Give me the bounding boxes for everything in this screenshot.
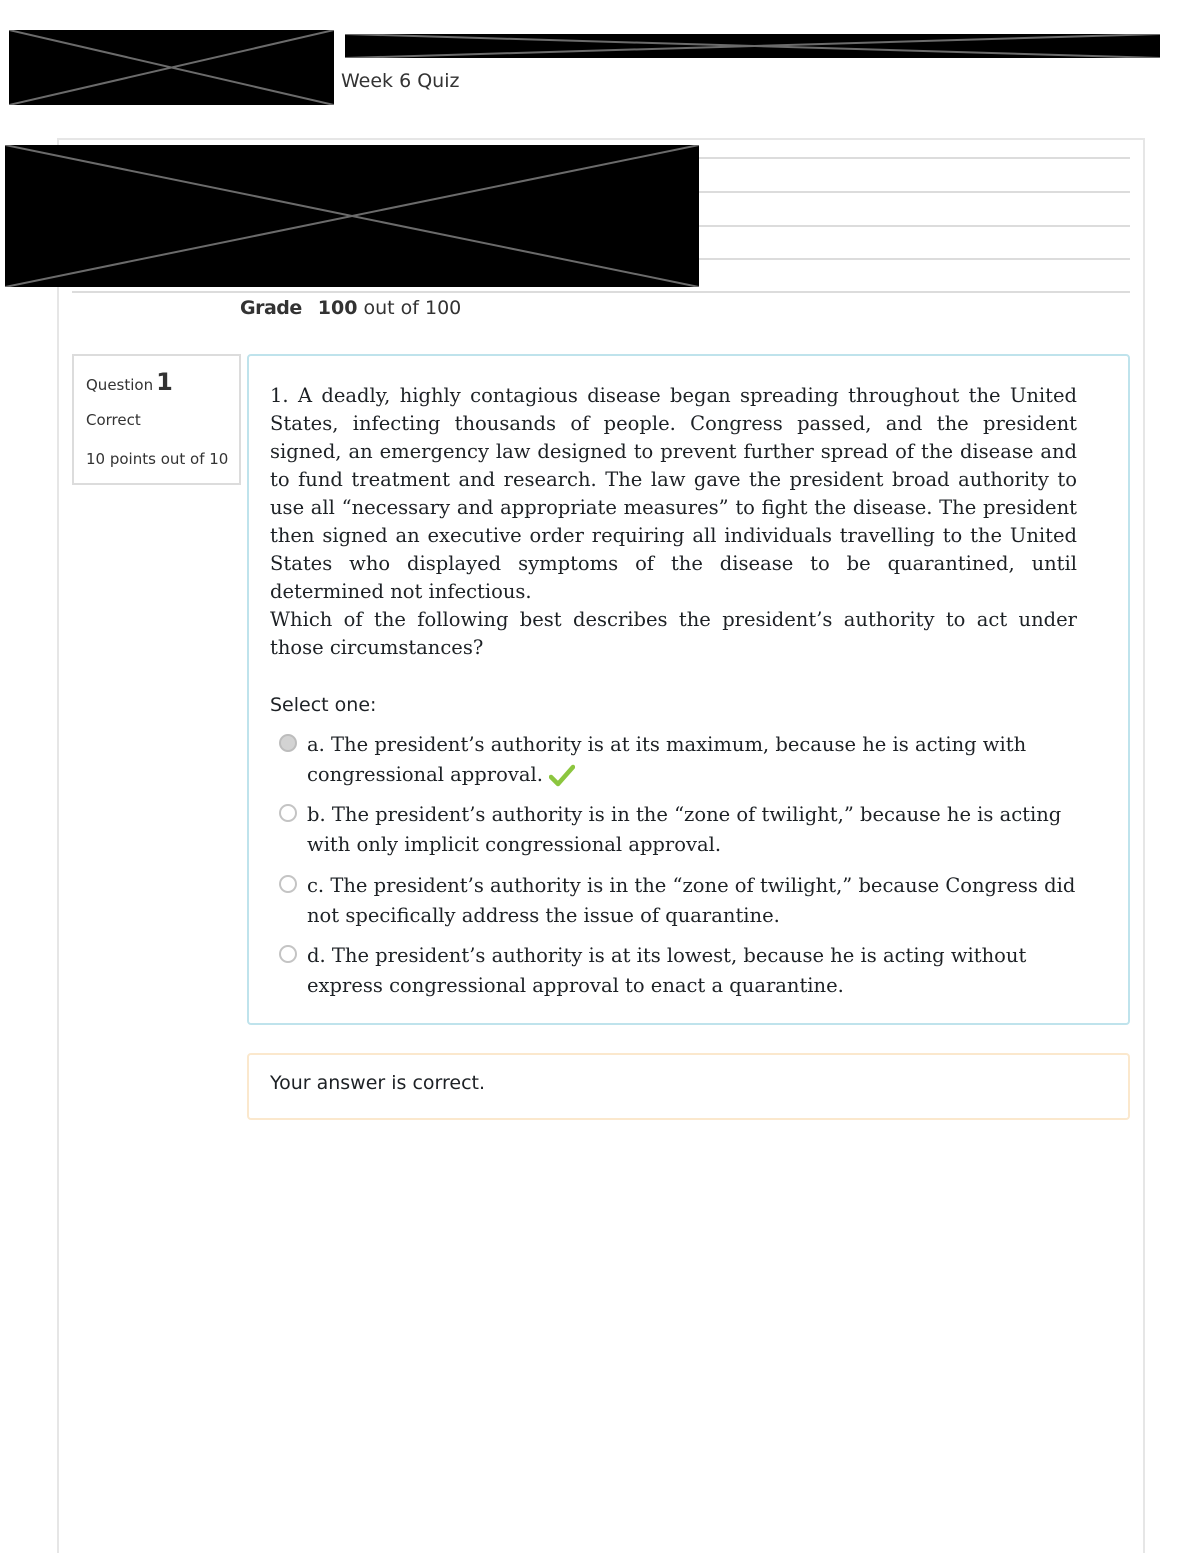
question-text: 1. A deadly, highly contagious disease began spreading throughout the United States, infecting thousands of people. Congress passed, and the president signed, an emergency law designed to prevent further spread of the disease and to fund treatment and research. The law gave the president broad authority to use all “necessary and appropriate measures” to fight the disease. The president then signed an executive order requiring all individuals travelling to the United States who displayed symptoms of the disease to be quarantined, until determined not infectious. [270, 384, 1077, 603]
radio-button-b[interactable] [279, 804, 297, 822]
grade-value: 100 [317, 297, 358, 319]
radio-button-d[interactable] [279, 945, 297, 963]
grade-label: Grade [240, 297, 302, 319]
answer-option-b-label: b. The president’s authority is in the “zone of twilight,” because he is acting with only implicit congressional approval. [307, 803, 1062, 856]
question-state: Correct [86, 411, 141, 429]
feedback-text: Your answer is correct. [270, 1072, 486, 1094]
feedback-box [247, 1053, 1130, 1120]
attempt-summary-redaction [5, 145, 699, 287]
radio-button-a[interactable] [279, 734, 297, 752]
quiz-title: Week 6 Quiz [341, 70, 460, 92]
answer-option-d-label: d. The president’s authority is at its lowest, because he is acting without express congressional approval to enact a quarantine. [307, 944, 1027, 997]
question-content-box [247, 354, 1130, 1025]
check-icon [549, 764, 575, 788]
grade-suffix: out of 100 [357, 297, 462, 319]
question-prompt-text: Which of the following best describes the president’s authority to act under those circumstances? [270, 608, 1077, 659]
question-heading [86, 368, 173, 396]
answer-option-c-label: c. The president’s authority is in the “zone of twilight,” because Congress did not specifically address the issue of quarantine. [307, 874, 1076, 927]
question-number: 1 [156, 368, 173, 396]
question-mark: 10 points out of 10 [86, 450, 229, 468]
grade-row [240, 297, 461, 319]
summary-divider [72, 291, 1130, 293]
answer-option-a-label: a. The president’s authority is at its maximum, because he is acting with congressional approval. [307, 733, 1027, 786]
logo-redaction [9, 30, 334, 105]
radio-button-c[interactable] [279, 875, 297, 893]
question-label: Question [86, 376, 154, 394]
question-info-panel [72, 354, 241, 485]
select-one-label: Select one: [270, 694, 377, 716]
course-title-redaction [345, 34, 1160, 58]
